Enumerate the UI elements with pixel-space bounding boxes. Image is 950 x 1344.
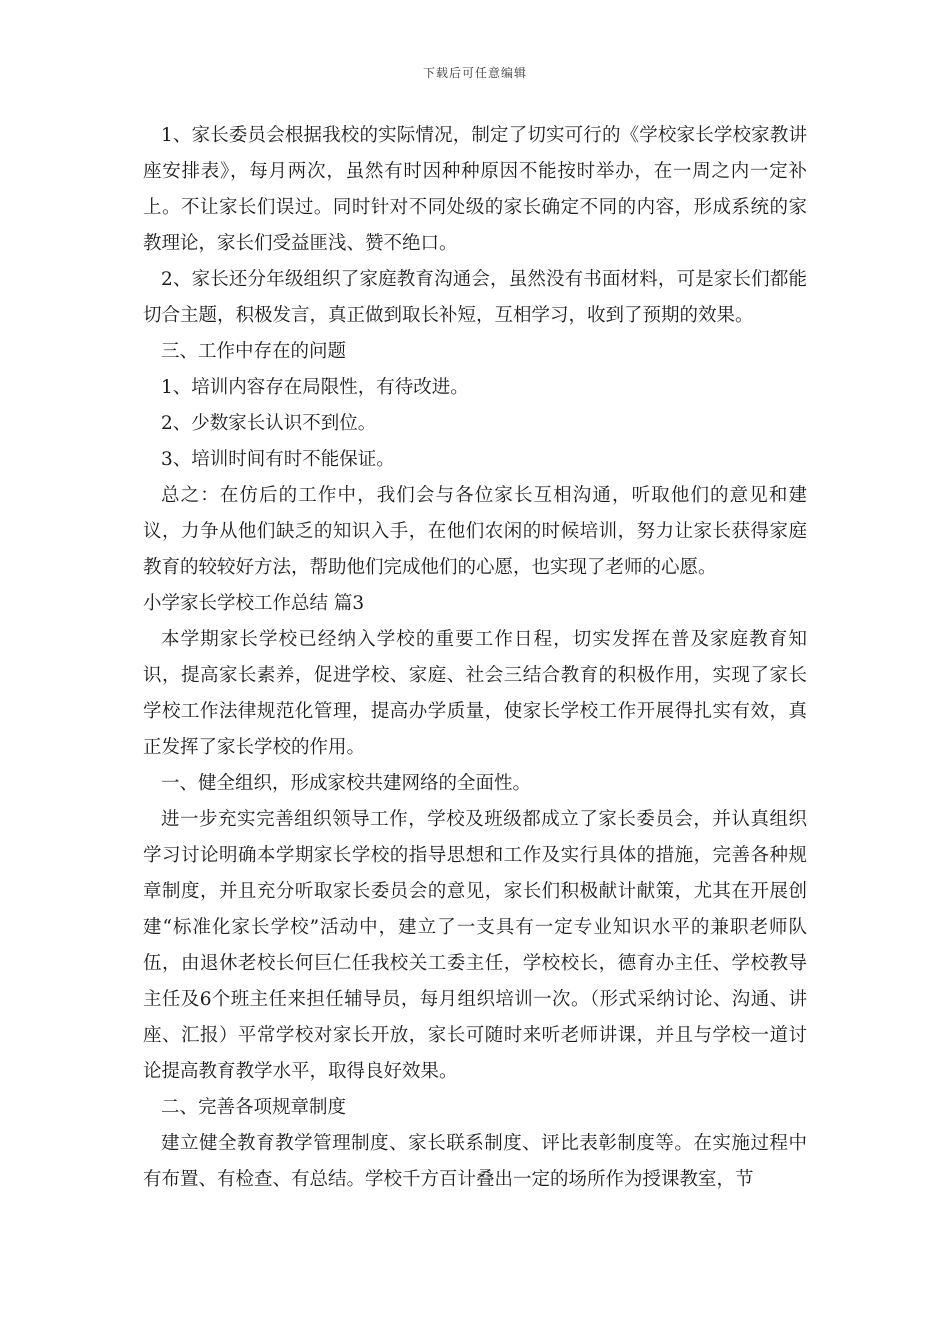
document-body xyxy=(143,118,807,1198)
paragraph: 总之：在仿后的工作中，我们会与各位家长互相沟通，听取他们的意见和建议，力争从他们缺乏的知识入手，在他们农闲的时候培训，努力让家长获得家庭教育的较较好方法，帮助他们完成他们的心愿，也实现了老师的心愿。 xyxy=(143,485,807,578)
section-heading: 一、健全组织，形成家校共建网络的全面性。 xyxy=(161,773,532,794)
list-item: 3、培训时间有时不能保证。 xyxy=(161,449,395,470)
paragraph: 建立健全教育教学管理制度、家长联系制度、评比表彰制度等。在实施过程中有布置、有检查、有总结。学校千方百计叠出一定的场所作为授课教室，节 xyxy=(143,1133,807,1190)
page-header: 下载后可任意编辑 xyxy=(422,66,527,80)
article-title: 小学家长学校工作总结 篇3 xyxy=(143,593,365,614)
paragraph: 2、家长还分年级组织了家庭教育沟通会，虽然没有书面材料，可是家长们都能切合主题，积极发言，真正做到取长补短，互相学习，收到了预期的效果。 xyxy=(143,269,807,326)
section-heading: 三、工作中存在的问题 xyxy=(161,341,347,362)
paragraph: 本学期家长学校已经纳入学校的重要工作日程，切实发挥在普及家庭教育知识，提高家长素养，促进学校、家庭、社会三结合教育的积极作用，实现了家长学校工作法律规范化管理，提高办学质量，使家长学校工作开展得扎实有效，真正发挥了家长学校的作用。 xyxy=(143,629,807,758)
list-item: 1、培训内容存在局限性，有待改进。 xyxy=(161,377,469,398)
list-item: 2、少数家长认识不到位。 xyxy=(161,413,377,434)
section-heading: 二、完善各项规章制度 xyxy=(161,1097,347,1118)
paragraph: 进一步充实完善组织领导工作，学校及班级都成立了家长委员会，并认真组织学习讨论明确本学期家长学校的指导思想和工作及实行具体的措施，完善各种规章制度，并且充分听取家长委员会的意见，家长们积极献计献策，尤其在开展创建“标准化家长学校”活动中，建立了一支具有一定专业知识水平的兼职老师队伍，由退休老校长何巨仁任我校关工委主任，学校校长，德育办主任、学校教导主任及6个班主任来担任辅导员，每月组织培训一次。（形式采纳讨论、沟通、讲座、汇报）平常学校对家长开放，家长可随时来听老师讲课，并且与学校一道讨论提高教育教学水平，取得良好效果。 xyxy=(143,809,807,1082)
paragraph: 1、家长委员会根据我校的实际情况，制定了切实可行的《学校家长学校家教讲座安排表》，每月两次，虽然有时因种种原因不能按时举办，在一周之内一定补上。不让家长们误过。同时针对不同处级的家长确定不同的内容，形成系统的家教理论，家长们受益匪浅、赞不绝口。 xyxy=(143,125,807,254)
